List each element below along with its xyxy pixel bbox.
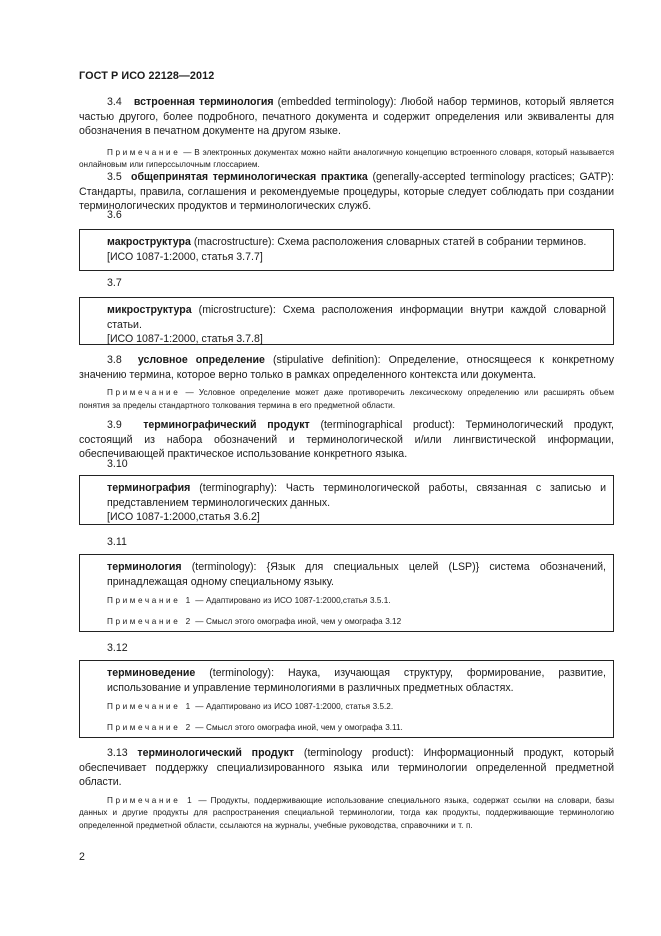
note-text: — Продукты, поддерживающие использование специального языка, содержат ссылки на словари, базы данных и другие продукты для распространения специальной терминологии, тогда как продукты, поддерживающие терминологию определенной предметной области, ссылаются на журналы, учебные руководства, справочники и т. п. (79, 795, 615, 830)
entry-term: терминология (107, 561, 182, 573)
entry-number: 3.9 (107, 419, 122, 431)
note-text: — В электронных документах можно найти аналогичную концепцию встроенного словаря, который называется онлайновым или гиперссылочным глоссарием. (79, 147, 614, 170)
entry-number: 3.13 (107, 747, 128, 759)
entry-term: условное определение (137, 354, 265, 366)
entry-text (107, 560, 606, 589)
entry-term: терминография (107, 482, 191, 494)
entry-term: микроструктура (107, 304, 192, 316)
entry-source: [ИСО 1087-1:2000,статья 3.6.2] (107, 511, 260, 524)
entry-text (79, 95, 614, 139)
entry-definition: (generally-accepted terminology practices; GATP): Стандарты, правила, соглашения и рекомендуемые процедуры, которые следует соблюдать при создании терминологических продуктов и терминологических служб. (79, 171, 614, 213)
entry-3-9 (79, 418, 614, 462)
note-label: Примечание 1 (107, 702, 193, 712)
entry-text (79, 170, 614, 214)
entry-3-8 (79, 353, 614, 412)
entry-text (79, 353, 614, 382)
entry-text (79, 418, 614, 462)
entry-number: 3.11 (107, 536, 127, 548)
entry-3-7-box (79, 297, 614, 345)
entry-number: 3.4 (107, 96, 122, 108)
entry-3-10-box (79, 475, 614, 525)
entry-term: терминологический продукт (137, 747, 295, 759)
note-label: Примечание 2 (107, 616, 193, 626)
entry-text (107, 235, 606, 250)
entry-note (79, 795, 614, 832)
entry-number: 3.12 (107, 642, 128, 654)
entry-3-13 (79, 746, 614, 832)
entry-3-11-box (79, 554, 614, 632)
entry-definition: (terminology product): Информационный продукт, который обеспечивает поддержку специализированного языка или терминологии определенной предметной области. (79, 747, 614, 789)
entry-note-2 (107, 722, 606, 734)
entry-definition: (macrostructure): Схема расположения словарных статей в собрании терминов. (190, 236, 587, 248)
entry-number: 3.10 (107, 458, 128, 470)
entry-note (79, 387, 614, 412)
entry-number: 3.5 (107, 171, 122, 183)
entry-text (107, 481, 606, 510)
entry-note-1 (107, 595, 606, 607)
note-text: — Адаптировано из ИСО 1087-1:2000, статья 3.5.2. (192, 702, 394, 712)
entry-source: [ИСО 1087-1:2000, статья 3.7.7] (107, 250, 263, 263)
entry-number: 3.8 (107, 354, 122, 366)
entry-definition: (terminographical product): Терминологический продукт, состоящий из набора обозначений и терминологической и/или лингвистической информации, обеспечивающей практическое использование конкретного языка. (79, 419, 614, 461)
entry-text (79, 746, 614, 790)
entry-definition: (microstructure): Схема расположения информации внутри каждой словарной статьи. (107, 304, 606, 331)
entry-definition: (terminology): {Язык для специальных целей (LSP)} система обозначений, принадлежащая одному специальному языку. (107, 561, 606, 588)
entry-source: [ИСО 1087-1:2000, статья 3.7.8] (107, 333, 263, 346)
entry-note-2 (107, 616, 606, 628)
entry-definition: (terminology): Наука, изучающая структуру, формирование, развитие, использование и управление терминологиями в различных предметных областях. (107, 667, 606, 694)
entry-term: терминоведение (107, 667, 196, 679)
entry-3-4 (79, 95, 614, 172)
note-text: — Условное определение может даже противоречить лексическому определению или расширять объем понятия за пределы стандартного толкования термина в его предметной области. (79, 388, 614, 410)
entry-definition: (embedded terminology): Любой набор терминов, который является частью другого, более подробного, печатного документа и содержит определения или эквиваленты для обозначения в печатном документе на другом языке. (79, 96, 614, 138)
entry-definition: (stipulative definition): Определение, относящееся к конкретному значению термина, которое верно только в рамках определенного контекста или документа. (79, 354, 614, 381)
note-text: — Смысл этого омографа иной, чем у омографа 3.11. (192, 722, 403, 732)
entry-term: макроструктура (107, 236, 191, 248)
entry-text (107, 666, 606, 695)
entry-term: общепринятая терминологическая практика (131, 171, 368, 183)
note-text: — Адаптировано из ИСО 1087-1:2000,статья 3.5.1. (192, 596, 391, 606)
entry-3-6-box (79, 229, 614, 271)
note-label: Примечание 1 (107, 795, 195, 805)
entry-3-5 (79, 170, 614, 214)
note-label: Примечание (107, 147, 181, 157)
entry-note (79, 147, 614, 172)
entry-term: терминографический продукт (143, 419, 310, 431)
entry-3-12-box (79, 660, 614, 738)
document-header: ГОСТ Р ИСО 22128—2012 (79, 70, 215, 82)
page-number: 2 (79, 851, 85, 863)
entry-text (107, 303, 606, 332)
entry-note-1 (107, 701, 606, 713)
note-label: Примечание (107, 388, 181, 398)
note-text: — Смысл этого омографа иной, чем у омографа 3.12 (192, 616, 402, 626)
entry-definition: (terminography): Часть терминологической работы, связанная с записью и представлением терминологических данных. (107, 482, 606, 509)
entry-number: 3.7 (107, 277, 122, 289)
entry-term: встроенная терминология (133, 96, 274, 108)
note-label: Примечание 1 (107, 596, 193, 606)
entry-number: 3.6 (107, 209, 122, 221)
note-label: Примечание 2 (107, 722, 193, 732)
